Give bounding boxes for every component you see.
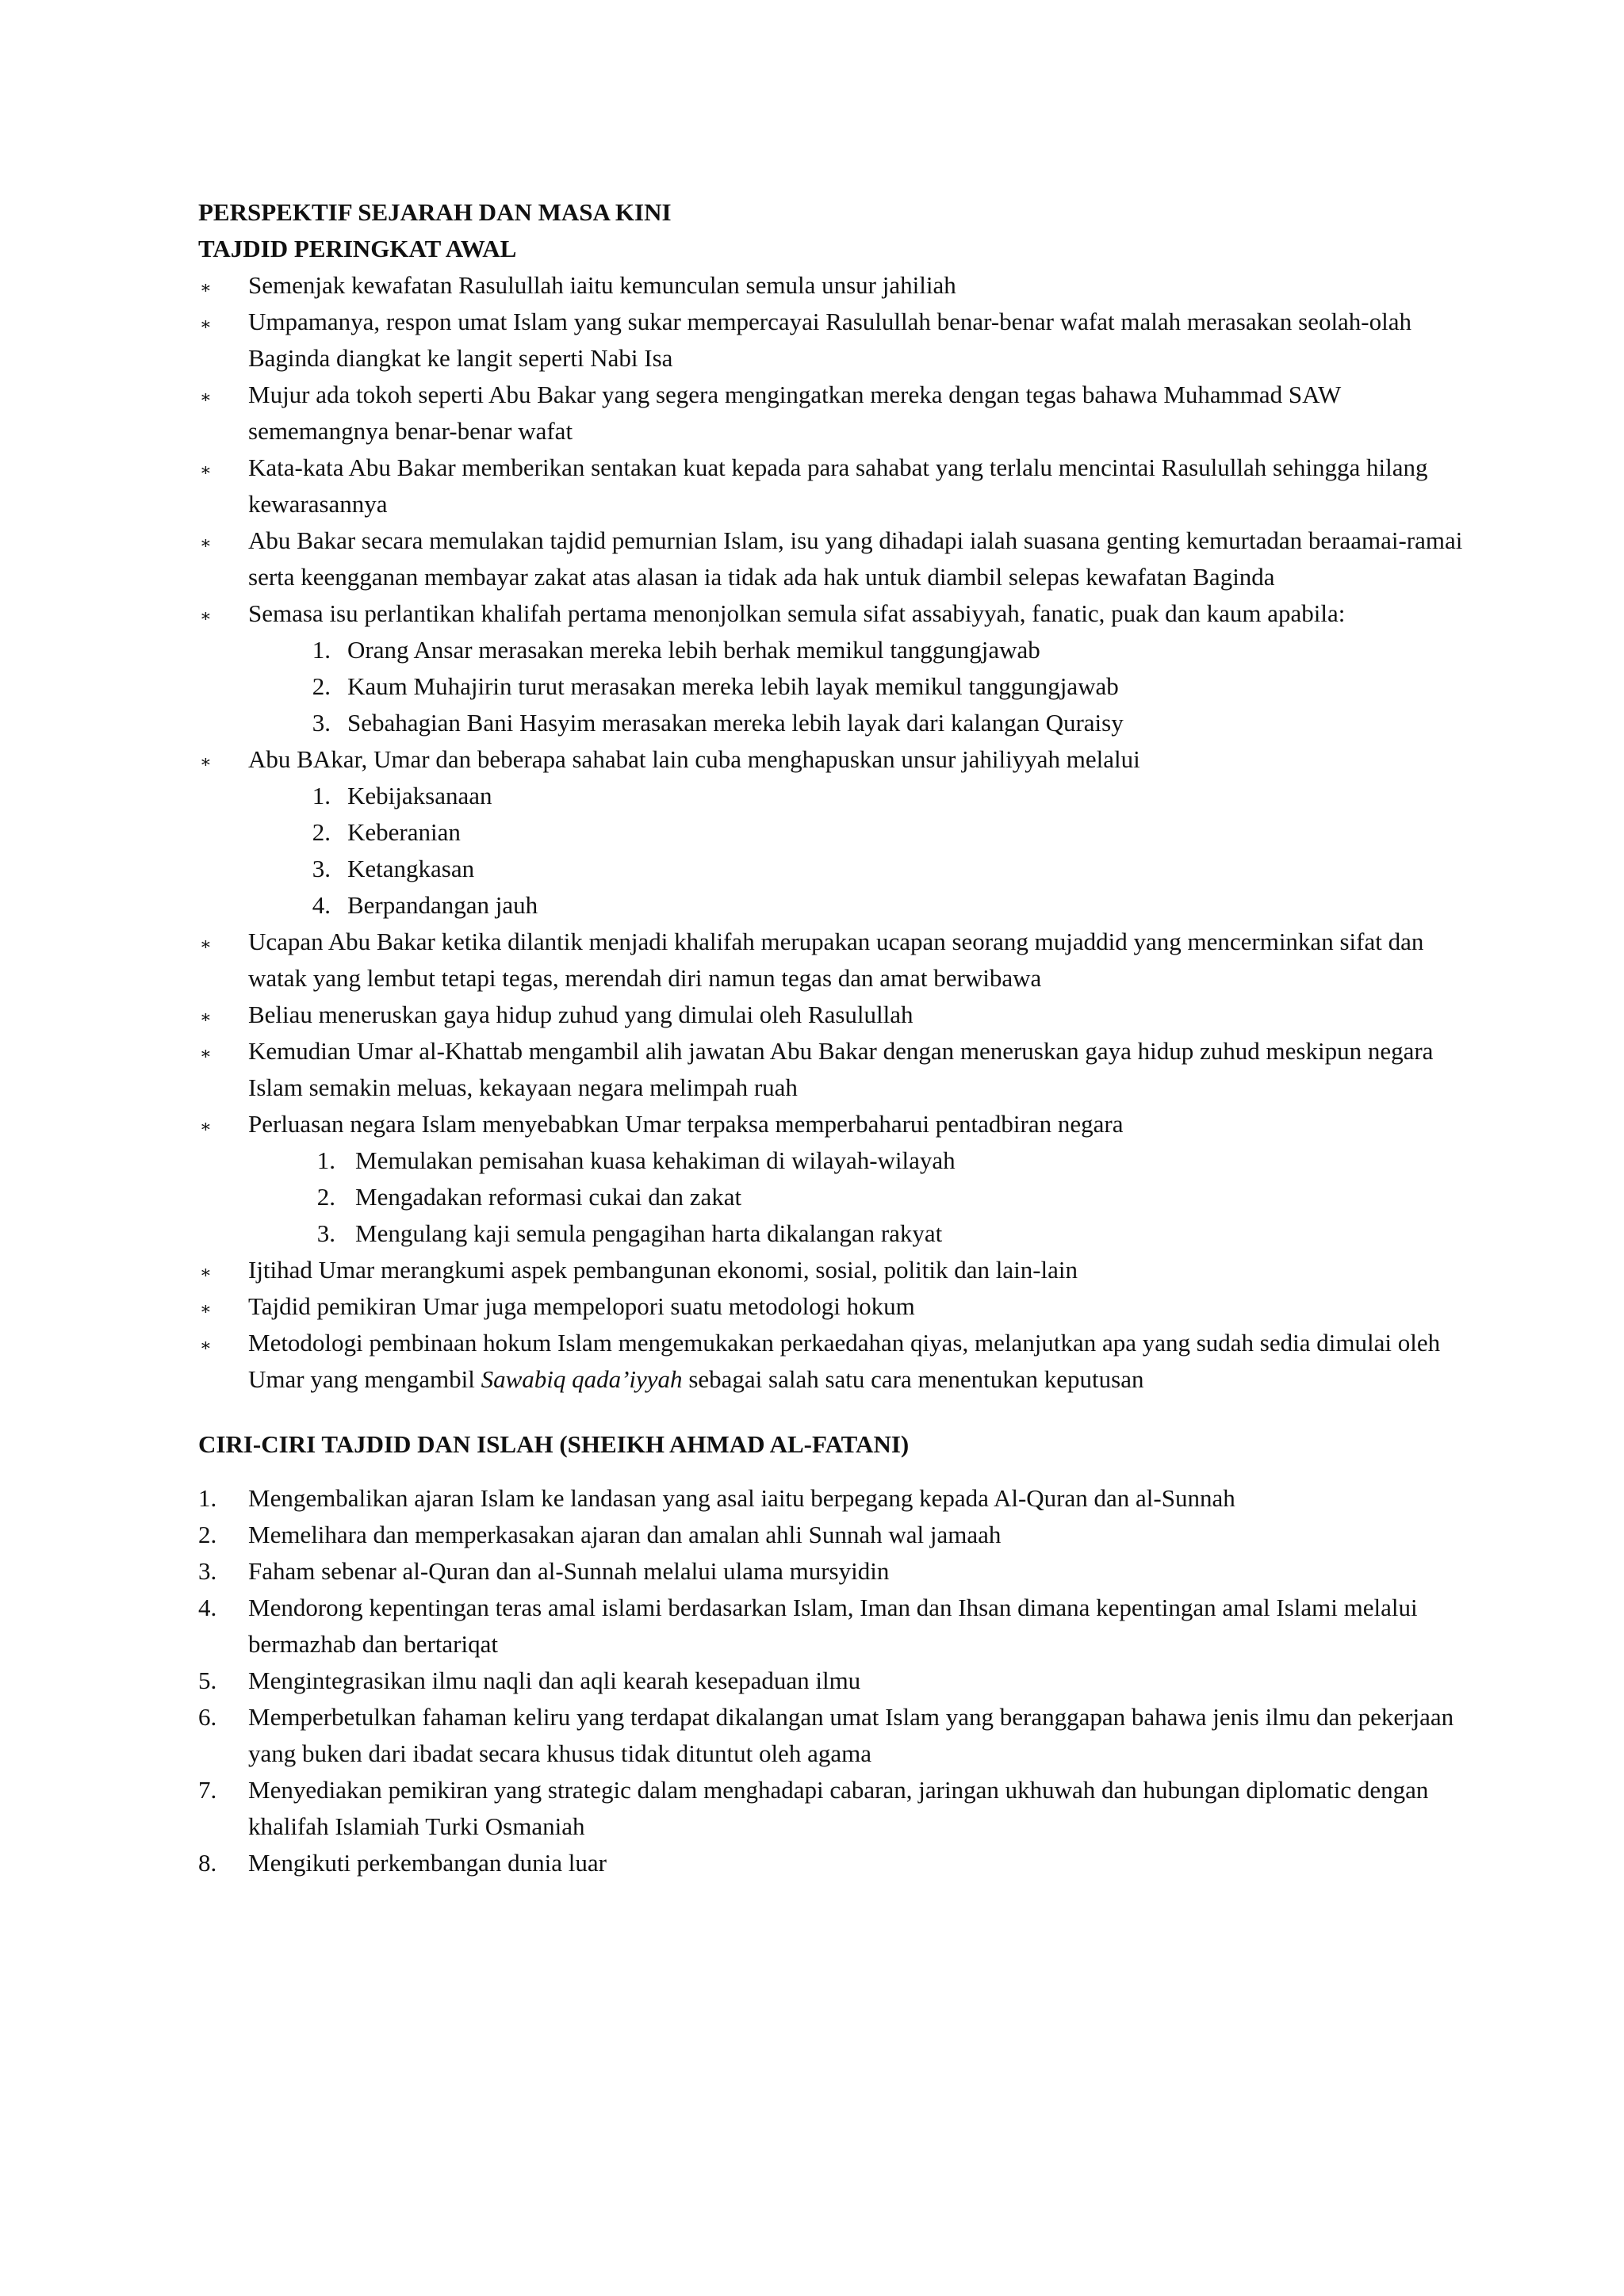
list-item — [198, 1325, 1467, 1398]
section2-title: CIRI-CIRI TAJDID DAN ISLAH (SHEIKH AHMAD AL-FATANI) — [198, 1430, 910, 1458]
bullet-icon: ∗ — [200, 1299, 212, 1318]
sub-list-item — [248, 632, 1467, 668]
sub-item-number: 4. — [312, 891, 331, 919]
bullet-list — [198, 267, 1467, 1398]
sub-list — [248, 778, 1467, 924]
bullet-icon: ∗ — [200, 314, 212, 334]
bullet-text: Semenjak kewafatan Rasulullah iaitu kemunculan semula unsur jahiliah — [248, 271, 956, 299]
list-item — [198, 450, 1467, 522]
sub-item-text: Mengadakan reformasi cukai dan zakat — [355, 1183, 742, 1211]
bullet-icon: ∗ — [200, 1043, 212, 1063]
item-number: 4. — [198, 1594, 217, 1621]
sub-list-item — [248, 705, 1467, 741]
bullet-icon: ∗ — [200, 934, 212, 954]
numbered-list — [198, 1480, 1467, 1881]
sub-item-number: 1. — [312, 636, 331, 664]
numbered-item — [198, 1845, 1467, 1881]
sub-item-text: Orang Ansar merasakan mereka lebih berhak memikul tanggungjawab — [347, 636, 1040, 664]
sub-item-number: 1. — [312, 782, 331, 809]
item-number: 1. — [198, 1484, 217, 1512]
bullet-icon: ∗ — [200, 277, 212, 297]
bullet-text: Semasa isu perlantikan khalifah pertama menonjolkan semula sifat assabiyyah, fanatic, puak dan kaum apabila: — [248, 599, 1346, 627]
italic-term: Sawabiq qada’iyyah — [481, 1365, 683, 1393]
bullet-text: Kemudian Umar al-Khattab mengambil alih jawatan Abu Bakar dengan meneruskan gaya hidup zuhud meskipun negara Islam semakin meluas, kekayaan negara melimpah ruah — [248, 1037, 1434, 1101]
sub-item-text: Berpandangan jauh — [347, 891, 538, 919]
item-number: 8. — [198, 1849, 217, 1877]
list-item — [198, 1106, 1467, 1252]
sub-item-text: Kaum Muhajirin turut merasakan mereka lebih layak memikul tanggungjawab — [347, 672, 1119, 700]
list-item — [198, 522, 1467, 595]
item-text: Memperbetulkan fahaman keliru yang terdapat dikalangan umat Islam yang beranggapan bahawa jenis ilmu dan pekerjaan yang buken dari ibadat secara khusus tidak dituntut oleh agama — [248, 1703, 1454, 1767]
item-text: Mengintegrasikan ilmu naqli dan aqli kearah kesepaduan ilmu — [248, 1667, 861, 1694]
section-subtitle: TAJDID PERINGKAT AWAL — [198, 235, 517, 262]
bullet-text: Ucapan Abu Bakar ketika dilantik menjadi khalifah merupakan ucapan seorang mujaddid yang mencerminkan sifat dan watak yang lembut tetapi tegas, merendah diri namun tegas dan amat berwibawa — [248, 928, 1424, 992]
bullet-text: Tajdid pemikiran Umar juga mempelopori suatu metodologi hokum — [248, 1292, 915, 1320]
sub-item-number: 2. — [312, 818, 331, 846]
item-number: 2. — [198, 1521, 217, 1548]
sub-list-item — [248, 851, 1467, 887]
item-text: Menyediakan pemikiran yang strategic dalam menghadapi cabaran, jaringan ukhuwah dan hubungan diplomatic dengan khalifah Islamiah Turki Osmaniah — [248, 1776, 1429, 1840]
bullet-text: Perluasan negara Islam menyebabkan Umar terpaksa memperbaharui pentadbiran negara — [248, 1110, 1124, 1138]
bullet-icon: ∗ — [200, 1335, 212, 1355]
sub-item-text: Memulakan pemisahan kuasa kehakiman di wilayah-wilayah — [355, 1146, 956, 1174]
sub-list-item — [248, 887, 1467, 924]
sub-item-text: Ketangkasan — [347, 855, 475, 882]
list-item — [198, 377, 1467, 450]
sub-item-text: Mengulang kaji semula pengagihan harta dikalangan rakyat — [355, 1219, 943, 1247]
bullet-text: Beliau meneruskan gaya hidup zuhud yang dimulai oleh Rasulullah — [248, 1001, 914, 1028]
bullet-icon: ∗ — [200, 606, 212, 626]
sub-item-number: 3. — [312, 855, 331, 882]
numbered-item — [198, 1699, 1467, 1772]
bullet-icon: ∗ — [200, 1007, 212, 1027]
section-title: PERSPEKTIF SEJARAH DAN MASA KINI — [198, 198, 672, 226]
sub-item-text: Sebahagian Bani Hasyim merasakan mereka lebih layak dari kalangan Quraisy — [347, 709, 1124, 737]
list-item — [198, 1252, 1467, 1288]
sub-item-number: 2. — [312, 672, 331, 700]
numbered-item — [198, 1480, 1467, 1517]
list-item — [198, 267, 1467, 304]
item-text: Mengikuti perkembangan dunia luar — [248, 1849, 607, 1877]
numbered-item — [198, 1772, 1467, 1845]
sub-list-item — [248, 1215, 1467, 1252]
sub-list-item — [248, 1142, 1467, 1179]
item-text: Mendorong kepentingan teras amal islami berdasarkan Islam, Iman dan Ihsan dimana kepentingan amal Islami melalui bermazhab dan bertariqat — [248, 1594, 1418, 1658]
list-item — [198, 595, 1467, 741]
sub-item-text: Keberanian — [347, 818, 461, 846]
document-content — [198, 194, 1467, 1881]
list-item — [198, 304, 1467, 377]
sub-list-item — [248, 814, 1467, 851]
sub-list-item — [248, 668, 1467, 705]
bullet-text-after: sebagai salah satu cara menentukan keputusan — [682, 1365, 1144, 1393]
bullet-text: Umpamanya, respon umat Islam yang sukar mempercayai Rasulullah benar-benar wafat malah merasakan seolah-olah Baginda diangkat ke langit seperti Nabi Isa — [248, 308, 1412, 372]
sub-list — [248, 632, 1467, 741]
numbered-item — [198, 1663, 1467, 1699]
list-item — [198, 1288, 1467, 1325]
list-item — [198, 997, 1467, 1033]
bullet-icon: ∗ — [200, 1262, 212, 1282]
sub-list — [248, 1142, 1467, 1252]
sub-item-text: Kebijaksanaan — [347, 782, 492, 809]
item-number: 7. — [198, 1776, 217, 1804]
sub-item-number: 3. — [316, 1219, 335, 1247]
bullet-text: Kata-kata Abu Bakar memberikan sentakan kuat kepada para sahabat yang terlalu mencintai Rasulullah sehingga hilang kewarasannya — [248, 453, 1428, 518]
item-number: 6. — [198, 1703, 217, 1731]
bullet-icon: ∗ — [200, 533, 212, 553]
item-text: Faham sebenar al-Quran dan al-Sunnah melalui ulama mursyidin — [248, 1557, 890, 1585]
item-text: Mengembalikan ajaran Islam ke landasan yang asal iaitu berpegang kepada Al-Quran dan al-Sunnah — [248, 1484, 1235, 1512]
bullet-icon: ∗ — [200, 387, 212, 407]
sub-item-number: 2. — [316, 1183, 335, 1211]
numbered-item — [198, 1553, 1467, 1590]
bullet-text: Mujur ada tokoh seperti Abu Bakar yang segera mengingatkan mereka dengan tegas bahawa Muhammad SAW sememangnya benar-benar wafat — [248, 381, 1341, 445]
bullet-text: Metodologi pembinaan hokum Islam mengemukakan perkaedahan qiyas, melanjutkan apa yang sudah sedia dimulai oleh Umar yang mengambil — [248, 1329, 1441, 1393]
sub-item-number: 3. — [312, 709, 331, 737]
bullet-icon: ∗ — [200, 1116, 212, 1136]
list-item — [198, 741, 1467, 924]
sub-list-item — [248, 1179, 1467, 1215]
numbered-item — [198, 1590, 1467, 1663]
item-number: 5. — [198, 1667, 217, 1694]
item-text: Memelihara dan memperkasakan ajaran dan amalan ahli Sunnah wal jamaah — [248, 1521, 1002, 1548]
bullet-icon: ∗ — [200, 460, 212, 480]
item-number: 3. — [198, 1557, 217, 1585]
bullet-icon: ∗ — [200, 752, 212, 771]
sub-list-item — [248, 778, 1467, 814]
numbered-item — [198, 1517, 1467, 1553]
bullet-text: Ijtihad Umar merangkumi aspek pembangunan ekonomi, sosial, politik dan lain-lain — [248, 1256, 1078, 1284]
bullet-text: Abu BAkar, Umar dan beberapa sahabat lain cuba menghapuskan unsur jahiliyyah melalui — [248, 745, 1140, 773]
bullet-text: Abu Bakar secara memulakan tajdid pemurnian Islam, isu yang dihadapi ialah suasana genting kemurtadan beraamai-ramai serta keengganan membayar zakat atas alasan ia tidak ada hak untuk diambil selepas kewafatan Baginda — [248, 526, 1463, 591]
list-item — [198, 1033, 1467, 1106]
list-item — [198, 924, 1467, 997]
sub-item-number: 1. — [316, 1146, 335, 1174]
